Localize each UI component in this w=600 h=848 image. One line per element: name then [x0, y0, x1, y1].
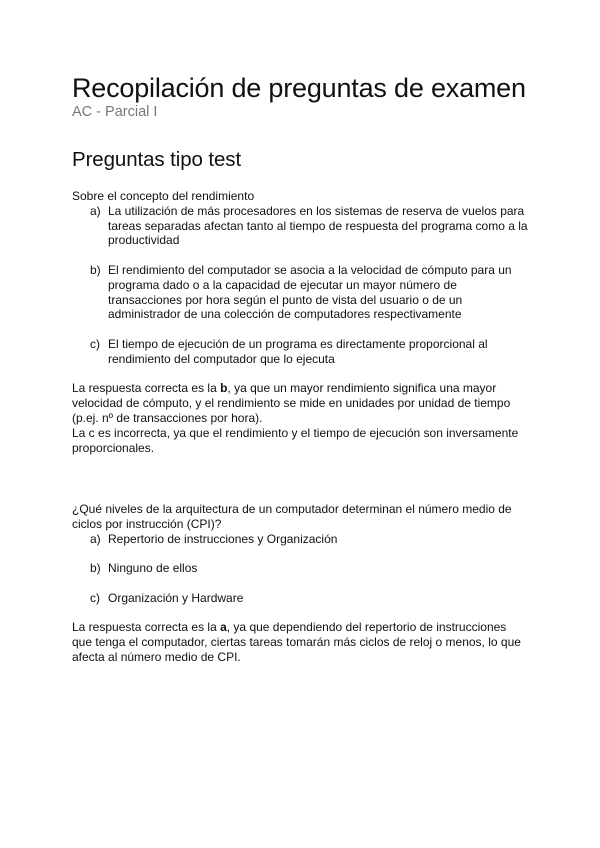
- answer-prefix: La respuesta correcta es la: [72, 381, 221, 396]
- answer-letter: b: [220, 381, 228, 396]
- document-page: [72, 72, 528, 665]
- question-1-options: [72, 204, 528, 367]
- question-1-option-b: [72, 263, 528, 322]
- question-1-answer: [72, 381, 528, 425]
- option-marker: b): [90, 561, 101, 576]
- answer-letter: a: [220, 620, 227, 635]
- question-1-answer-note: La c es incorrecta, ya que el rendimiento y el tiempo de ejecución son inversamente proporcionales.: [72, 425, 519, 455]
- answer-explanation: , ya que dependiendo del repertorio de instrucciones que tenga el computador, ciertas tareas tomarán más ciclos de reloj o menos, lo que afecta al número medio de CPI.: [72, 620, 521, 664]
- answer-prefix: La respuesta correcta es la: [72, 620, 221, 635]
- question-2-prompt: ¿Qué niveles de la arquitectura de un computador determinan el número medio de ciclos por instrucción (CPI)?: [72, 502, 512, 532]
- option-text: Organización y Hardware: [108, 590, 244, 605]
- question-2-options: [72, 532, 528, 606]
- document-subtitle: AC - Parcial I: [72, 104, 158, 120]
- option-marker: a): [90, 203, 101, 218]
- question-1-option-a: [72, 204, 528, 248]
- option-text: Ninguno de ellos: [108, 561, 198, 576]
- document-title: Recopilación de preguntas de examen: [72, 73, 526, 103]
- option-text: El rendimiento del computador se asocia a la velocidad de cómputo para un programa dado o a la capacidad de ejecutar un mayor número de transacciones por hora según el punto de vista del usuario o de un administrador de una colección de computadores respectivamente: [108, 262, 512, 322]
- option-marker: c): [90, 590, 100, 605]
- option-text: La utilización de más procesadores en los sistemas de reserva de vuelos para tareas separadas afectan tanto al tiempo de respuesta del programa como a la productividad: [108, 203, 528, 248]
- answer-explanation: , ya que un mayor rendimiento significa una mayor velocidad de cómputo, y el rendimiento se mide en unidades por unidad de tiempo (p.ej. nº de transacciones por hora).: [72, 381, 511, 425]
- option-marker: a): [90, 531, 101, 546]
- option-marker: b): [90, 262, 101, 277]
- question-2-option-b: [72, 561, 528, 576]
- option-text: Repertorio de instrucciones y Organización: [108, 531, 338, 546]
- question-2-answer: [72, 620, 528, 664]
- question-1-option-c: [72, 337, 528, 367]
- question-2-option-a: [72, 532, 528, 547]
- section-heading: Preguntas tipo test: [72, 148, 242, 171]
- question-1-prompt: Sobre el concepto del rendimiento: [72, 189, 255, 203]
- option-text: El tiempo de ejecución de un programa es directamente proporcional al rendimiento del computador que lo ejecuta: [108, 336, 488, 366]
- option-marker: c): [90, 336, 100, 351]
- question-2-option-c: [72, 591, 528, 606]
